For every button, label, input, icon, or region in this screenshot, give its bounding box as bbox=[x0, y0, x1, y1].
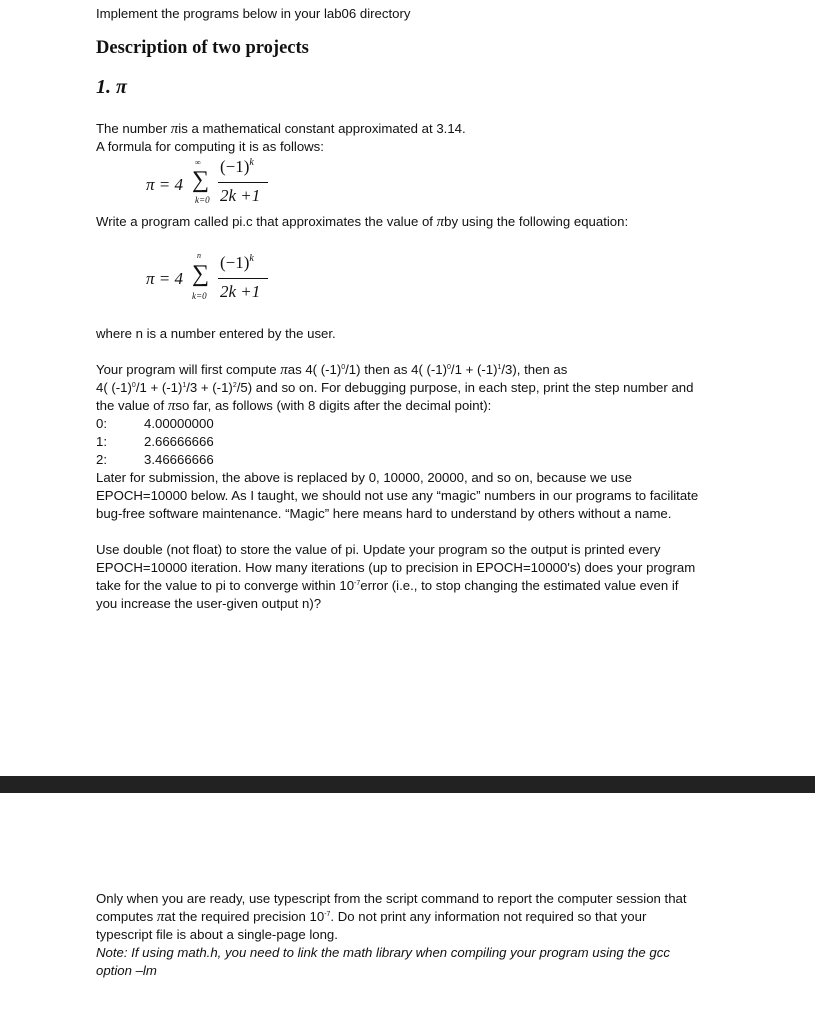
sigma-icon: ∑ bbox=[192, 167, 210, 193]
note-line-1: Note: If using math.h, you need to link the math library when compiling your program using the gcc bbox=[96, 945, 670, 960]
pi-symbol: π bbox=[156, 909, 165, 925]
exponent: 2 bbox=[232, 382, 237, 389]
double-line-2: EPOCH=10000 iteration. How many iterations (up to precision in EPOCH=10000's) does your program bbox=[96, 560, 696, 575]
exponent: -7 bbox=[354, 580, 361, 587]
text: /1) then as 4( (-1) bbox=[345, 362, 448, 377]
text: as 4( (-1) bbox=[287, 362, 342, 377]
page-separator bbox=[0, 776, 815, 793]
pi-symbol: π bbox=[167, 398, 176, 414]
text: take for the value to pi to converge within 10 bbox=[96, 578, 355, 593]
output-value: 3.46666666 bbox=[144, 452, 214, 467]
text: /3), then as bbox=[501, 362, 568, 377]
text: computes bbox=[96, 909, 157, 924]
sigma-icon: ∑ bbox=[192, 261, 210, 287]
task-line bbox=[96, 213, 628, 231]
output-step: 1: bbox=[96, 434, 107, 449]
final-line-2 bbox=[96, 908, 646, 926]
intro-line-1 bbox=[96, 120, 466, 138]
compute-line-3 bbox=[96, 397, 491, 415]
text: /1 + (-1) bbox=[450, 362, 498, 377]
text: The number bbox=[96, 121, 171, 136]
exponent: 1 bbox=[497, 364, 502, 371]
text: error (i.e., to stop changing the estimated value even if bbox=[360, 578, 679, 593]
formula-lhs: π = 4 bbox=[146, 175, 183, 194]
exponent: 0 bbox=[131, 382, 136, 389]
numerator-base: (−1) bbox=[220, 157, 250, 176]
where-line: where n is a number entered by the user. bbox=[96, 326, 336, 341]
final-line-1: Only when you are ready, use typescript from the script command to report the computer session that bbox=[96, 891, 687, 906]
item-number: 1. bbox=[96, 76, 111, 98]
text: 4( (-1) bbox=[96, 380, 132, 395]
text: by using the following equation: bbox=[444, 214, 629, 229]
exponent: -7 bbox=[324, 911, 331, 918]
sum-upper-limit: ∞ bbox=[195, 158, 201, 167]
numerator-exponent: k bbox=[249, 157, 254, 168]
note-line-2: option –lm bbox=[96, 963, 157, 978]
denominator: 2k +1 bbox=[220, 282, 261, 301]
text: /5) and so on. For debugging purpose, in each step, print the step number and bbox=[236, 380, 694, 395]
item-symbol: π bbox=[116, 76, 127, 98]
output-step: 0: bbox=[96, 416, 107, 431]
formula-infinite-series bbox=[146, 156, 286, 208]
final-line-3: typescript file is about a single-page long. bbox=[96, 927, 338, 942]
denominator: 2k +1 bbox=[220, 186, 261, 205]
sum-lower-limit: k=0 bbox=[192, 291, 207, 301]
text: so far, as follows (with 8 digits after the decimal point): bbox=[175, 398, 492, 413]
formula-lhs: π = 4 bbox=[146, 269, 183, 288]
double-line-4: you increase the user-given output n)? bbox=[96, 596, 322, 611]
fraction-bar bbox=[218, 278, 268, 279]
pi-symbol: π bbox=[436, 214, 445, 230]
text: /1 + (-1) bbox=[135, 380, 183, 395]
double-line-1: Use double (not float) to store the value of pi. Update your program so the output is printed every bbox=[96, 542, 661, 557]
text: . Do not print any information not required so that your bbox=[330, 909, 647, 924]
output-value: 2.66666666 bbox=[144, 434, 214, 449]
text: /3 + (-1) bbox=[186, 380, 233, 395]
later-line-3: bug-free software maintenance. “Magic” here means hard to understand by others without a name. bbox=[96, 506, 672, 521]
exponent: 0 bbox=[341, 364, 346, 371]
compute-line-2 bbox=[96, 379, 693, 397]
sum-lower-limit: k=0 bbox=[195, 195, 210, 205]
later-line-2: EPOCH=10000 below. As I taught, we should not use any “magic” numbers in our programs to facilitate bbox=[96, 488, 699, 503]
output-value: 4.00000000 bbox=[144, 416, 214, 431]
text: Your program will first compute bbox=[96, 362, 281, 377]
output-step: 2: bbox=[96, 452, 107, 467]
text: at the required precision 10 bbox=[164, 909, 325, 924]
intro-line-2: A formula for computing it is as follows: bbox=[96, 139, 324, 154]
text: Write a program called pi.c that approximates the value of bbox=[96, 214, 437, 229]
pi-symbol: π bbox=[280, 362, 288, 378]
numerator-exponent: k bbox=[249, 253, 254, 264]
intro-line: Implement the programs below in your lab06 directory bbox=[96, 6, 411, 21]
double-line-3 bbox=[96, 577, 678, 595]
pi-symbol: π bbox=[170, 121, 179, 137]
item-heading bbox=[96, 76, 127, 99]
numerator-base: (−1) bbox=[220, 253, 250, 272]
exponent: 1 bbox=[182, 382, 187, 389]
later-line-1: Later for submission, the above is replaced by 0, 10000, 20000, and so on, because we use bbox=[96, 470, 632, 485]
numerator bbox=[220, 253, 254, 273]
text: is a mathematical constant approximated at 3.14. bbox=[178, 121, 466, 136]
compute-line-1 bbox=[96, 361, 567, 379]
section-title: Description of two projects bbox=[96, 38, 309, 58]
formula-finite-series bbox=[146, 250, 286, 304]
exponent: 0 bbox=[447, 364, 451, 371]
sum-upper-limit: n bbox=[197, 251, 201, 260]
numerator bbox=[220, 157, 254, 177]
fraction-bar bbox=[218, 182, 268, 183]
text: the value of bbox=[96, 398, 168, 413]
